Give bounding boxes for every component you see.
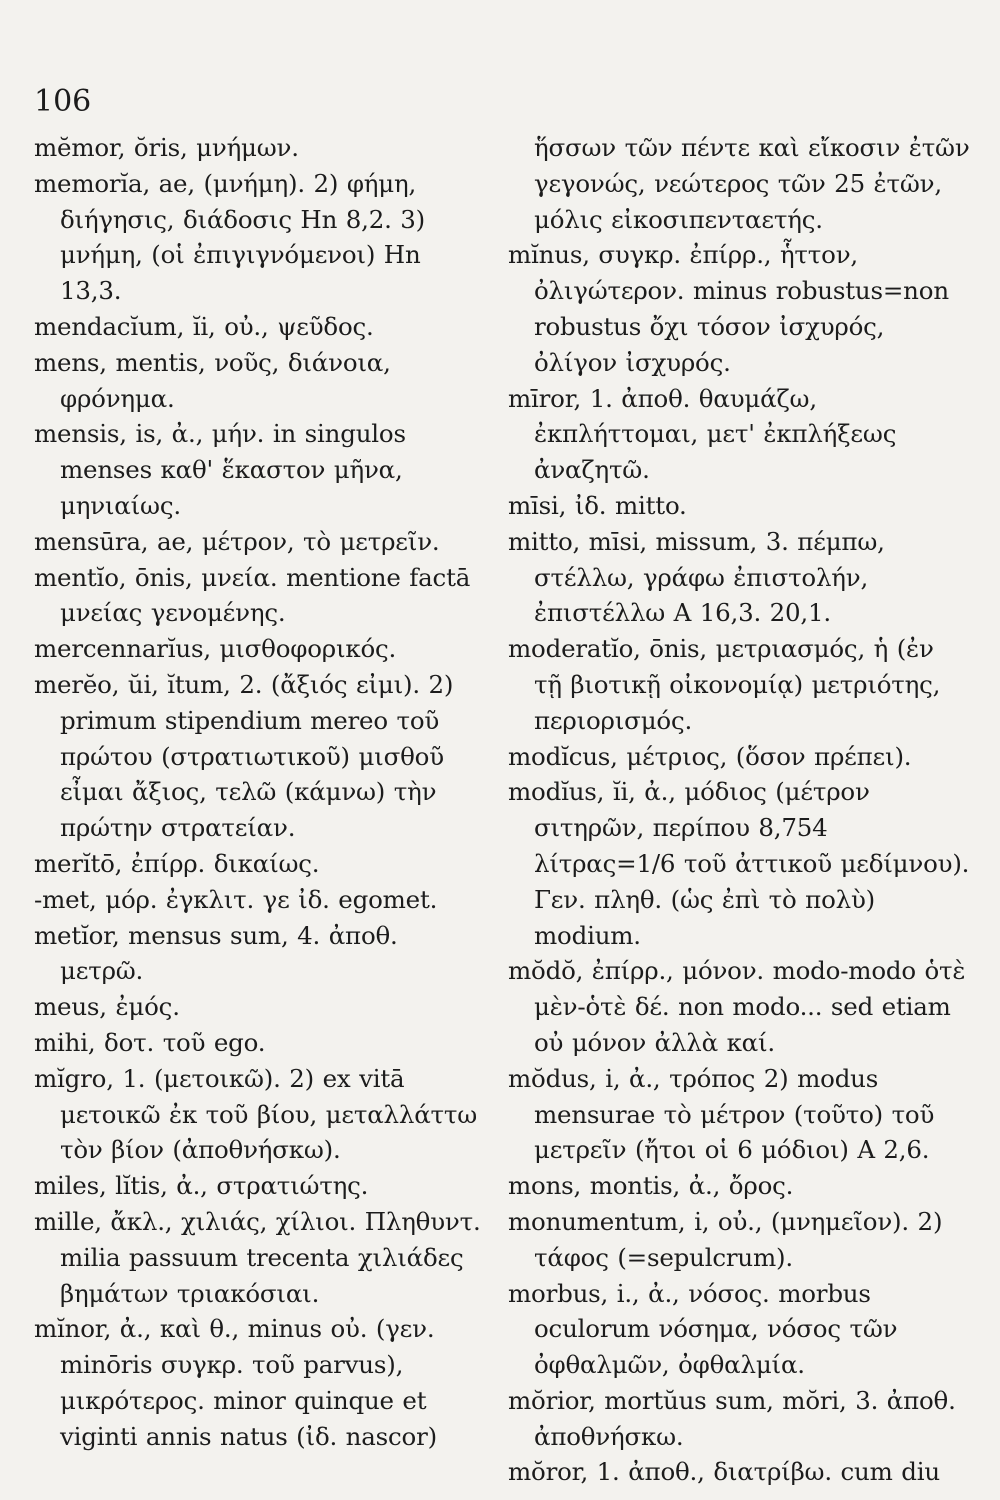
dictionary-entry-moderatio: moderatĭo, ōnis, μετριασμός, ἡ (ἐν τῇ βιοτικῇ οἰκονομίᾳ) μετριότης, περιορισμός. — [508, 634, 941, 735]
dictionary-entry-metior: metĭor, mensus sum, 4. ἀποθ. μετρῶ. — [34, 920, 398, 986]
dictionary-entry-memoria: memorĭa, ae, (μνήμη). 2) φήμη, διήγησις, διάδοσις Hn 8,2. 3) μνήμη, (οἱ ἐπιγιγνόμενοι) Hn 13,3. — [34, 168, 426, 306]
dictionary-entry-mihi: mihi, δοτ. τοῦ ego. — [34, 1027, 266, 1057]
left-column — [34, 130, 489, 1454]
dictionary-entry-monumentum: monumentum, i, οὐ., (μνημεῖον). 2) τάφος (=sepulcrum). — [508, 1206, 943, 1272]
dictionary-entry-modius: modĭus, ĭi, ἀ., μόδιος (μέτρον σιτηρῶν, περίπου 8,754 λίτρας=1/6 τοῦ ἀττικοῦ μεδίμνου). Γεν. πληθ. (ὡς ἐπὶ τὸ πολὺ) modium. — [508, 777, 970, 950]
dictionary-entry-migro: mĭgro, 1. (μετοικῶ). 2) ex vitā μετοικῶ ἐκ τοῦ βίου, μεταλλάττω τὸν βίον (ἀποθνήσκω). — [34, 1063, 478, 1165]
dictionary-entry-modicus: modĭcus, μέτριος, (ὅσον πρέπει). — [508, 741, 912, 771]
dictionary-entry-morbus: morbus, i., ἀ., νόσος. morbus oculorum νόσημα, νόσος τῶν ὀφθαλμῶν, ὀφθαλμία. — [508, 1278, 898, 1380]
dictionary-entry-met: -met, μόρ. ἐγκλιτ. γε ἰδ. egomet. — [34, 884, 438, 914]
dictionary-entry-mensis: mensis, is, ἀ., μήν. in singulos menses καθ' ἕκαστον μῆνα, μηνιαίως. — [34, 419, 406, 520]
dictionary-entry-mendacium: mendacĭum, ĭi, οὐ., ψεῦδος. — [34, 311, 374, 341]
dictionary-entry-mens: mens, mentis, νοῦς, διάνοια, φρόνημα. — [34, 347, 391, 413]
dictionary-entry-mensura: mensūra, ae, μέτρον, τὸ μετρεῖν. — [34, 526, 440, 556]
dictionary-entry-memor: mĕmor, ŏris, μνήμων. — [34, 133, 299, 162]
dictionary-entry-miror: mīror, 1. ἀποθ. θαυμάζω, ἐκπλήττομαι, μετ' ἐκπλήξεως ἀναζητῶ. — [508, 383, 897, 485]
dictionary-entry-minor: mĭnor, ἀ., καὶ θ., minus οὐ. (γεν. minōris συγκρ. τοῦ parvus), μικρότερος. minor quinque et viginti annis natus (ἰδ. nascor) — [34, 1314, 437, 1451]
dictionary-entry-meus: meus, ἐμός. — [34, 992, 180, 1022]
page-number: 106 — [34, 84, 92, 119]
dictionary-entry-mitto: mitto, mīsi, missum, 3. πέμπω, στέλλω, γράφω ἐπιστολήν, ἐπιστέλλω A 16,3. 20,1. — [508, 526, 885, 628]
dictionary-entry-miles: miles, lĭtis, ἀ., στρατιώτης. — [34, 1171, 369, 1201]
dictionary-entry-mercennarius: mercennarĭus, μισθοφορικός. — [34, 634, 397, 664]
dictionary-entry-merito: merĭtō, ἐπίρρ. δικαίως. — [34, 848, 320, 878]
dictionary-entry-mons: mons, montis, ἀ., ὄρος. — [508, 1171, 794, 1201]
dictionary-entry-modus: mŏdus, i, ἀ., τρόπος 2) modus mensurae τὸ μέτρον (τοῦτο) τοῦ μετρεῖν (ἤτοι οἱ 6 μόδιοι) A 2,6. — [508, 1063, 935, 1165]
dictionary-entry-misi: mīsi, ἰδ. mitto. — [508, 490, 687, 520]
right-column — [508, 130, 970, 1490]
dictionary-entry-mille: mille, ἄκλ., χιλιάς, χίλιοι. Πληθυντ. milia passuum trecenta χιλιάδες βημάτων τριακόσιαι. — [34, 1206, 481, 1308]
dictionary-entry-moror: mŏror, 1. ἀποθ., διατρίβω. cum diu — [508, 1457, 940, 1487]
dictionary-entry-continuation: ἥσσων τῶν πέντε καὶ εἴκοσιν ἐτῶν γεγονώς, νεώτερος τῶν 25 ἐτῶν, μόλις εἰκοσιπενταετής. — [534, 133, 970, 234]
dictionary-entry-mereo: merĕo, ŭi, ĭtum, 2. (ἄξιός εἰμι). 2) primum stipendium mereo τοῦ πρώτου (στρατιωτικοῦ) μισθοῦ εἶμαι ἄξιος, τελῶ (κάμνω) τὴν πρώτην στρατείαν. — [34, 669, 454, 843]
dictionary-entry-minus: mĭnus, συγκρ. ἐπίρρ., ἧττον, ὀλιγώτερον. minus robustus=non robustus ὄχι τόσον ἰσχυρός, ὀλίγον ἰσχυρός. — [508, 240, 949, 377]
dictionary-entry-morior: mŏrior, mortŭus sum, mŏri, 3. ἀποθ. ἀποθνήσκω. — [508, 1385, 956, 1451]
dictionary-entry-modo: mŏdŏ, ἐπίρρ., μόνον. modo-modo ὁτὲ μὲν-ὁτὲ δέ. non modo... sed etiam οὐ μόνον ἀλλὰ καί. — [508, 956, 966, 1057]
dictionary-entry-mentio: mentĭo, ōnis, μνεία. mentione factā μνείας γενομένης. — [34, 562, 471, 628]
